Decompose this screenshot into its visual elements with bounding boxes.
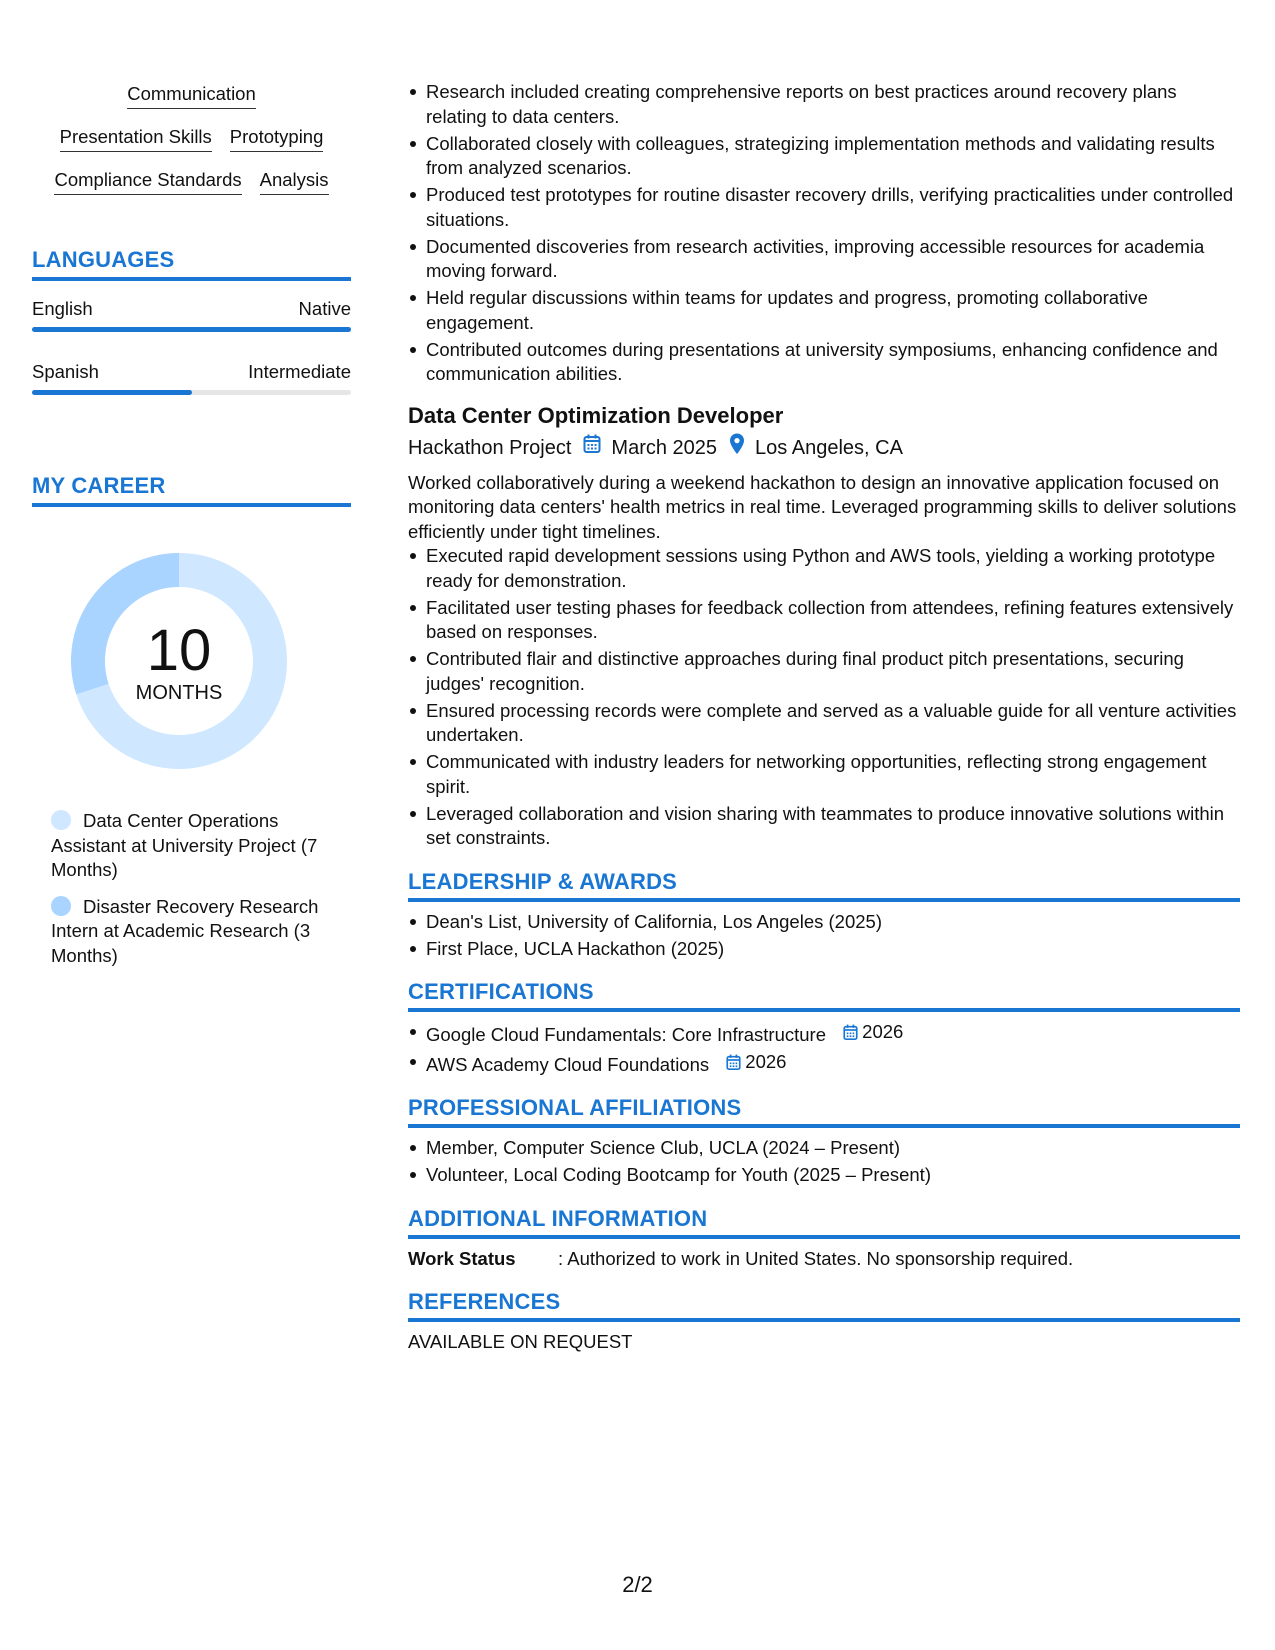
work-status-value: : Authorized to work in United States. No sponsorship required.: [558, 1247, 1074, 1269]
career-donut-chart: [67, 549, 291, 773]
career-legend: [32, 809, 351, 968]
skill-tag: Presentation Skills: [60, 125, 212, 152]
job-bullets: [408, 544, 1240, 851]
references-heading: REFERENCES: [408, 1289, 1240, 1322]
affiliations-heading: PROFESSIONAL AFFILIATIONS: [408, 1095, 1240, 1128]
job-location: Los Angeles, CA: [755, 436, 903, 459]
skill-tag: Prototyping: [230, 125, 324, 152]
right-column: [408, 80, 1240, 1355]
certification-year: 2026: [862, 1021, 904, 1042]
language-name: Spanish: [32, 361, 99, 382]
language-name: English: [32, 298, 93, 319]
job-date: March 2025: [611, 436, 718, 459]
previous-job-bullets: [408, 80, 1240, 387]
job-company: Hackathon Project: [408, 436, 572, 459]
skill-row: [32, 82, 351, 109]
bullet-item: Facilitated user testing phases for feedback collection from attendees, refining features extensively based on responses.: [426, 596, 1240, 645]
proficiency-fill: [32, 327, 351, 332]
job-summary: Worked collaboratively during a weekend hackathon to design an innovative application focused on monitoring data centers' health metrics in real time. Leveraged programming skills to deliver solutions efficiently under tight timelines.: [408, 471, 1237, 542]
skills-list: [32, 82, 351, 195]
affiliations-list: [408, 1136, 1240, 1188]
career-legend-text: Disaster Recovery Research Intern at Academic Research (3 Months): [51, 895, 319, 966]
work-status-row: [408, 1247, 1240, 1272]
work-status-label: Work Status: [408, 1247, 516, 1269]
career-heading: MY CAREER: [32, 473, 351, 507]
additional-info-heading: ADDITIONAL INFORMATION: [408, 1206, 1240, 1239]
calendar-icon: [726, 1054, 741, 1071]
bullet-item: Contributed flair and distinctive approaches during final product pitch presentations, securing judges' recognition.: [426, 647, 1240, 696]
bullet-item: Executed rapid development sessions using Python and AWS tools, yielding a working prototype ready for demonstration.: [426, 544, 1240, 593]
award-item: First Place, UCLA Hackathon (2025): [426, 937, 1240, 962]
bullet-item: Documented discoveries from research activities, improving accessible resources for academia moving forward.: [426, 235, 1240, 284]
job-title: Data Center Optimization Developer: [408, 402, 784, 428]
page-number: 2/2: [622, 1572, 653, 1597]
skill-row: [32, 168, 351, 195]
career-total-unit: MONTHS: [135, 682, 223, 704]
affiliation-item: Volunteer, Local Coding Bootcamp for Youth (2025 – Present): [426, 1163, 1240, 1188]
proficiency-bar: [32, 327, 351, 332]
certification-item: [426, 1020, 1240, 1047]
languages-heading: LANGUAGES: [32, 247, 351, 281]
legend-dot: [51, 896, 71, 916]
calendar-icon: [583, 434, 601, 462]
bullet-item: Produced test prototypes for routine disaster recovery drills, verifying practicalities under controlled situations.: [426, 183, 1240, 232]
bullet-item: Contributed outcomes during presentations at university symposiums, enhancing confidence and communication abilities.: [426, 338, 1240, 387]
career-total-value: 10: [146, 618, 212, 683]
language-level: Native: [298, 298, 351, 319]
skill-tag: Analysis: [260, 168, 329, 195]
certification-name: Google Cloud Fundamentals: Core Infrastructure: [426, 1023, 827, 1045]
proficiency-bar: [32, 390, 351, 395]
affiliation-item: Member, Computer Science Club, UCLA (2024 – Present): [426, 1136, 1240, 1161]
bullet-item: Communicated with industry leaders for networking opportunities, reflecting strong engagement spirit.: [426, 750, 1240, 799]
language-level: Intermediate: [248, 361, 351, 382]
references-text: AVAILABLE ON REQUEST: [408, 1331, 633, 1352]
certifications-heading: CERTIFICATIONS: [408, 979, 1240, 1012]
career-legend-item: [51, 809, 351, 883]
skill-row: [32, 125, 351, 152]
bullet-item: Ensured processing records were complete and served as a valuable guide for all venture activities undertaken.: [426, 699, 1240, 748]
proficiency-fill: [32, 390, 192, 395]
career-legend-item: [51, 895, 351, 969]
bullet-item: Research included creating comprehensive reports on best practices around recovery plans relating to data centers.: [426, 80, 1240, 129]
legend-dot: [51, 810, 71, 830]
award-item: Dean's List, University of California, Los Angeles (2025): [426, 910, 1240, 935]
bullet-item: Collaborated closely with colleagues, strategizing implementation methods and validating results from analyzed scenarios.: [426, 132, 1240, 181]
certifications-list: [408, 1020, 1240, 1077]
career-legend-text: Data Center Operations Assistant at University Project (7 Months): [51, 810, 318, 880]
leadership-heading: LEADERSHIP & AWARDS: [408, 869, 1240, 902]
certification-item: [426, 1050, 1240, 1077]
skill-tag: Compliance Standards: [54, 168, 241, 195]
language-item: [32, 360, 351, 395]
skill-tag: Communication: [127, 82, 256, 109]
leadership-list: [408, 910, 1240, 962]
job-meta: [408, 433, 1240, 463]
bullet-item: Leveraged collaboration and vision sharing with teammates to produce innovative solutions within set constraints.: [426, 802, 1240, 851]
bullet-item: Held regular discussions within teams for updates and progress, promoting collaborative engagement.: [426, 286, 1240, 335]
left-column: [32, 82, 351, 980]
certification-year: 2026: [745, 1050, 787, 1072]
map-pin-icon: [729, 433, 745, 463]
language-item: [32, 297, 351, 332]
calendar-icon: [843, 1024, 858, 1041]
certification-name: AWS Academy Cloud Foundations: [426, 1053, 710, 1075]
